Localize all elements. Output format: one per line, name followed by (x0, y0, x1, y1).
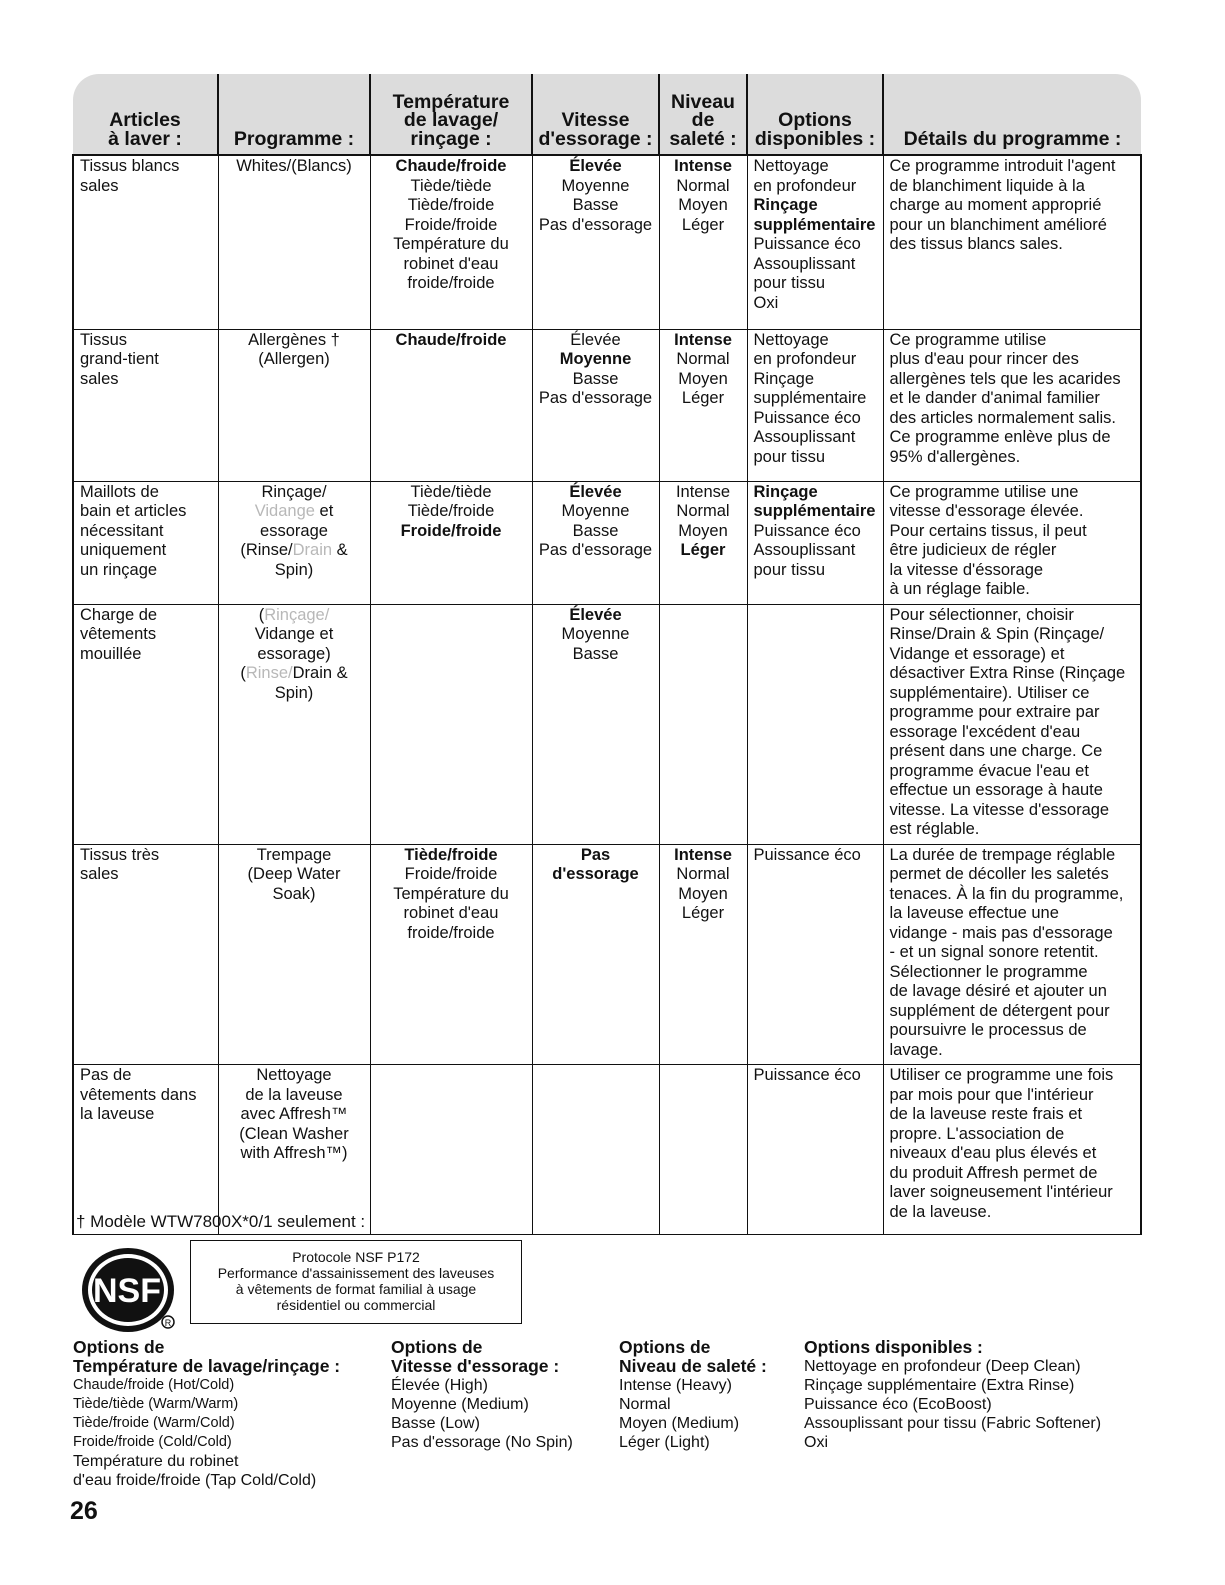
page-number: 26 (70, 1497, 98, 1525)
cell-line: essorage (260, 521, 328, 540)
cell-line: Ce programme utilise (889, 330, 1047, 349)
cell-programme (218, 481, 370, 604)
cell-line: supplémentaire (753, 389, 867, 407)
cell-line: Basse (572, 369, 619, 388)
cell-line: et le dander d'animal familier (889, 389, 1100, 407)
cell-line: Puissance éco (753, 235, 861, 253)
cell-line: allergènes tels que les acarides (889, 369, 1121, 388)
cell-line: Moyenne (559, 350, 632, 368)
cell-line: Tissus (80, 330, 128, 349)
cell-line: Moyen (678, 521, 728, 540)
cell-line: Rinçage (753, 369, 815, 388)
cell-line: effectue un essorage à haute (889, 781, 1103, 799)
cell-line: (Rinse/Drain & (240, 541, 348, 559)
cell-line: la vitesse d'éssorage (889, 560, 1044, 579)
cell-line: vitesse. La vitesse d'essorage (889, 800, 1110, 819)
cell-temperature (370, 329, 532, 481)
cell-line: Oxi (753, 293, 779, 312)
cell-temperature (370, 1065, 532, 1235)
cell-line: Nettoyage (753, 330, 829, 349)
cell-articles (73, 329, 218, 481)
cell-line: tenaces. À la fin du programme, (889, 884, 1124, 903)
model-footnote: † Modèle WTW7800X*0/1 seulement : (76, 1212, 366, 1231)
cell-line: Léger (680, 541, 726, 559)
cell-line: La durée de trempage réglable (889, 845, 1116, 864)
cell-line: (Rinçage/ (258, 605, 330, 624)
cell-line: Rinçage (753, 482, 818, 501)
cell-line: Maillots de (80, 482, 159, 501)
cell-line: plus d'eau pour rincer des (889, 350, 1079, 368)
cell-line: Intense (675, 482, 731, 501)
cell-line: Normal (676, 176, 730, 195)
table-row (73, 604, 1141, 844)
cell-line: Assouplissant (753, 541, 856, 559)
cell-line: supplémentaire). Utiliser ce (889, 683, 1090, 702)
cell-details (883, 844, 1141, 1065)
cell-line: (Deep Water (247, 865, 341, 883)
header-temperature: Température de lavage/ rinçage : (370, 74, 532, 155)
header-niveau: Niveau de saleté : (659, 74, 747, 155)
cell-line: Pour sélectionner, choisir (889, 605, 1074, 624)
cell-line: Froide/froide (404, 865, 498, 883)
cell-details (883, 481, 1141, 604)
cell-line: pour tissu (753, 560, 826, 579)
cell-line: mouillée (80, 644, 142, 663)
cell-line: Rinçage (753, 196, 818, 214)
cell-programme (218, 844, 370, 1065)
cell-line: des tissus blancs sales. (889, 235, 1063, 253)
cell-line: Pas (580, 845, 611, 864)
cell-line: la laveuse effectue une (889, 904, 1059, 922)
nsf-line: Protocole NSF P172 (292, 1249, 420, 1265)
cell-niveau (659, 1065, 747, 1235)
cell-line: Spin) (274, 683, 314, 702)
cell-line: programme évacue l'eau et (889, 761, 1089, 780)
cell-articles (73, 604, 218, 844)
table-row (73, 844, 1141, 1065)
cell-details (883, 604, 1141, 844)
cell-vitesse (532, 1065, 659, 1235)
cell-line: d'essorage (552, 865, 639, 883)
cell-programme (218, 1065, 370, 1235)
header-details: Détails du programme : (883, 74, 1141, 155)
cell-line: de blanchiment liquide à la (889, 176, 1085, 195)
cell-vitesse (532, 329, 659, 481)
cycle-guide-table (72, 74, 1142, 1235)
cell-line: Moyenne (561, 625, 630, 643)
nsf-line: résidentiel ou commercial (276, 1297, 436, 1313)
cell-line: vitesse d'essorage élevée. (889, 502, 1084, 520)
cell-line: Vidange et (254, 625, 334, 643)
cell-line: Tiède/tiède (410, 482, 492, 501)
cell-line: Vidange et (254, 502, 334, 520)
table-header-row (73, 74, 1141, 155)
nsf-logo-text: NSF (93, 1272, 161, 1310)
cell-line: Normal (676, 502, 730, 520)
cell-programme (218, 604, 370, 844)
cell-line: Rinçage/ (261, 482, 327, 501)
header-articles: Articles à laver : (73, 74, 218, 155)
cell-line: essorage l'excédent d'eau (889, 722, 1081, 741)
legend-niveau: Options de Niveau de saleté : Intense (Heavy) Normal Moyen (Medium) Léger (Light) (619, 1337, 767, 1451)
cell-line: robinet d'eau (403, 904, 499, 922)
cell-line: Intense (674, 157, 732, 175)
cell-line: Température du (393, 884, 509, 903)
cell-line: Puissance éco (753, 845, 861, 864)
cell-line: Moyen (678, 884, 728, 903)
cell-details (883, 329, 1141, 481)
cell-line: Nettoyage (256, 1066, 332, 1084)
cell-vitesse (532, 481, 659, 604)
header-programme: Programme : (218, 74, 370, 155)
table-row (73, 1065, 1141, 1235)
cell-line: Charge de (80, 605, 158, 624)
nsf-protocol-box (190, 1240, 522, 1324)
cell-line: froide/froide (407, 274, 495, 292)
cell-options (747, 844, 883, 1065)
cell-details (883, 1065, 1141, 1235)
cell-line: Intense (674, 845, 732, 864)
cell-articles (73, 481, 218, 604)
cell-line: Tiède/tiède (410, 176, 492, 195)
cell-line: Tiède/froide (407, 196, 495, 214)
cell-line: (Clean Washer (239, 1124, 349, 1143)
cell-line: Chaude/froide (395, 330, 507, 349)
cell-line: de lavage désiré et ajouter un (889, 982, 1107, 1000)
cell-line: essorage) (257, 644, 331, 663)
cell-line: Tissus très (80, 845, 160, 864)
cell-line: Pas d'essorage (538, 541, 653, 559)
cell-line: Assouplissant (753, 428, 856, 446)
cell-line: Normal (676, 350, 730, 368)
cell-line: uniquement (80, 541, 167, 559)
cell-line: Pour certains tissus, il peut (889, 521, 1087, 540)
cell-temperature (370, 844, 532, 1065)
cell-line: Puissance éco (753, 1066, 861, 1084)
nsf-logo-icon (80, 1246, 180, 1334)
cell-line: Basse (572, 521, 619, 540)
cell-vitesse (532, 604, 659, 844)
cell-options (747, 1065, 883, 1235)
legend-temperature: Options de Température de lavage/rinçage : Chaude/froide (Hot/Cold) Tiède/tiède (Warm/Warm) Tiède/froide (Warm/Cold) Froide/froide (Cold/Cold) Température du robinet d'eau froide/froide (Tap Cold/Cold) (73, 1337, 341, 1489)
cell-line: vêtements dans (80, 1085, 197, 1104)
cell-line: (Allergen) (258, 350, 330, 368)
cell-line: froide/froide (407, 923, 495, 942)
cell-line: de la laveuse reste frais et (889, 1105, 1083, 1123)
cell-line: propre. L'association de (889, 1124, 1065, 1143)
cell-temperature (370, 481, 532, 604)
cell-line: désactiver Extra Rinse (Rinçage (889, 664, 1126, 682)
cell-niveau (659, 155, 747, 329)
cell-line: Moyen (678, 196, 728, 214)
cell-line: à un réglage faible. (889, 580, 1030, 598)
cell-line: être judicieux de régler (889, 541, 1057, 559)
cell-line: avec Affresh™ (240, 1105, 348, 1123)
cell-line: poursuivre le processus de (889, 1021, 1087, 1039)
cell-line: un rinçage (80, 560, 158, 579)
cell-line: Léger (681, 389, 725, 407)
cell-line: du produit Affresh permet de (889, 1163, 1098, 1182)
cell-options (747, 481, 883, 604)
header-vitesse: Vitesse d'essorage : (532, 74, 659, 155)
cell-line: Pas d'essorage (538, 215, 653, 234)
cell-line: niveaux d'eau plus élevés et (889, 1144, 1097, 1162)
cell-line: Allergènes † (248, 330, 340, 349)
cell-articles (73, 155, 218, 329)
cell-line: pour un blanchiment amélioré (889, 215, 1107, 234)
cell-line: présent dans une charge. Ce (889, 742, 1103, 760)
cell-line: Puissance éco (753, 521, 861, 540)
cell-niveau (659, 481, 747, 604)
cell-line: Tissus blancs (80, 157, 180, 175)
cell-line: en profondeur (753, 176, 857, 195)
cell-details (883, 155, 1141, 329)
cell-line: Trempage (256, 845, 332, 864)
cell-line: Ce programme utilise une (889, 482, 1079, 501)
cell-line: Élevée (570, 330, 621, 349)
cell-line: de la laveuse. (889, 1202, 992, 1221)
cell-line: Léger (681, 904, 725, 922)
cell-line: pour tissu (753, 447, 826, 466)
cell-line: Normal (676, 865, 730, 883)
table-row (73, 481, 1141, 604)
cell-line: programme pour extraire par (889, 703, 1100, 721)
cell-niveau (659, 604, 747, 844)
cell-line: Intense (674, 330, 732, 349)
cell-line: supplémentaire (753, 215, 876, 234)
cell-articles (73, 1065, 218, 1235)
cell-line: lavage. (889, 1040, 943, 1059)
cell-line: Ce programme enlève plus de (889, 428, 1111, 446)
cell-options (747, 604, 883, 844)
cell-line: Utiliser ce programme une fois (889, 1066, 1114, 1084)
cell-line: charge au moment approprié (889, 196, 1102, 214)
cell-line: sales (80, 369, 119, 388)
cell-line: Élevée (569, 482, 622, 501)
table-row (73, 155, 1141, 329)
cell-line: Nettoyage (753, 157, 829, 175)
cell-line: Moyen (678, 369, 728, 388)
cell-line: pour tissu (753, 274, 826, 292)
cell-niveau (659, 329, 747, 481)
cell-line: permet de décoller les saletés (889, 865, 1109, 883)
cell-line: supplémentaire (753, 502, 876, 520)
cell-options (747, 329, 883, 481)
cell-line: robinet d'eau (403, 254, 499, 273)
cell-line: Léger (681, 215, 725, 234)
cell-line: en profondeur (753, 350, 857, 368)
cell-line: Basse (572, 644, 619, 663)
cell-line: grand-tient (80, 350, 159, 368)
cell-line: Chaude/froide (395, 157, 507, 175)
cell-niveau (659, 844, 747, 1065)
cell-programme (218, 329, 370, 481)
cell-line: Puissance éco (753, 408, 861, 427)
cell-line: (Rinse/Drain & (240, 664, 348, 682)
cell-line: est réglable. (889, 820, 980, 838)
legend-options: Options disponibles : Nettoyage en profondeur (Deep Clean) Rinçage supplémentaire (Extra Rinse) Puissance éco (EcoBoost) Assouplissant pour tissu (Fabric Softener) Oxi (804, 1337, 1102, 1451)
legend-vitesse: Options de Vitesse d'essorage : Élevée (High) Moyenne (Medium) Basse (Low) Pas d'essorage (No Spin) (391, 1337, 573, 1451)
cell-line: des articles normalement salis. (889, 408, 1117, 427)
cell-options (747, 155, 883, 329)
cell-line: Tiède/froide (404, 845, 498, 864)
cell-programme (218, 155, 370, 329)
cell-line: laver soigneusement l'intérieur (889, 1183, 1113, 1201)
cell-line: Froide/froide (400, 521, 502, 540)
cell-line: Moyenne (561, 176, 630, 195)
cell-line: bain et articles (80, 502, 187, 520)
cell-line: - et un signal sonore retentit. (889, 943, 1099, 961)
cell-line: nécessitant (80, 521, 164, 540)
cell-line: par mois pour que l'intérieur (889, 1085, 1094, 1104)
cell-line: Assouplissant (753, 254, 856, 273)
cell-line: Sélectionner le programme (889, 962, 1088, 981)
cell-line: Élevée (569, 605, 622, 624)
cell-line: vidange - mais pas d'essorage (889, 923, 1113, 942)
cell-line: Pas d'essorage (538, 389, 653, 407)
header-options: Options disponibles : (747, 74, 883, 155)
cell-line: vêtements (80, 625, 157, 643)
cell-line: Basse (572, 196, 619, 214)
cell-temperature (370, 155, 532, 329)
cell-line: Vidange et essorage) et (889, 644, 1065, 663)
nsf-line: Performance d'assainissement des laveuses (217, 1265, 495, 1281)
table-row (73, 329, 1141, 481)
cell-line: 95% d'allergènes. (889, 447, 1021, 466)
cell-vitesse (532, 155, 659, 329)
cell-articles (73, 844, 218, 1065)
cell-line: de la laveuse (245, 1085, 343, 1104)
cell-line: Rinse/Drain & Spin (Rinçage/ (889, 625, 1105, 643)
cell-temperature (370, 604, 532, 844)
cell-line: Whites/(Blancs) (236, 157, 352, 175)
cell-vitesse (532, 844, 659, 1065)
svg-text:R: R (164, 1318, 172, 1328)
cell-line: Tiède/froide (407, 502, 495, 520)
cell-line: la laveuse (80, 1105, 155, 1123)
cell-line: sales (80, 176, 119, 195)
cell-line: supplément de détergent pour (889, 1001, 1110, 1020)
cell-line: Spin) (274, 560, 314, 579)
cell-line: with Affresh™) (240, 1144, 348, 1162)
cell-line: Élevée (569, 157, 622, 175)
cell-line: Pas de (80, 1066, 132, 1084)
cell-line: Moyenne (561, 502, 630, 520)
cell-line: Froide/froide (404, 215, 498, 234)
cell-line: Soak) (272, 884, 316, 903)
cell-line: Température du (393, 235, 509, 253)
cell-line: Ce programme introduit l'agent (889, 157, 1116, 175)
nsf-line: à vêtements de format familial à usage (235, 1281, 477, 1297)
cell-line: sales (80, 865, 119, 883)
